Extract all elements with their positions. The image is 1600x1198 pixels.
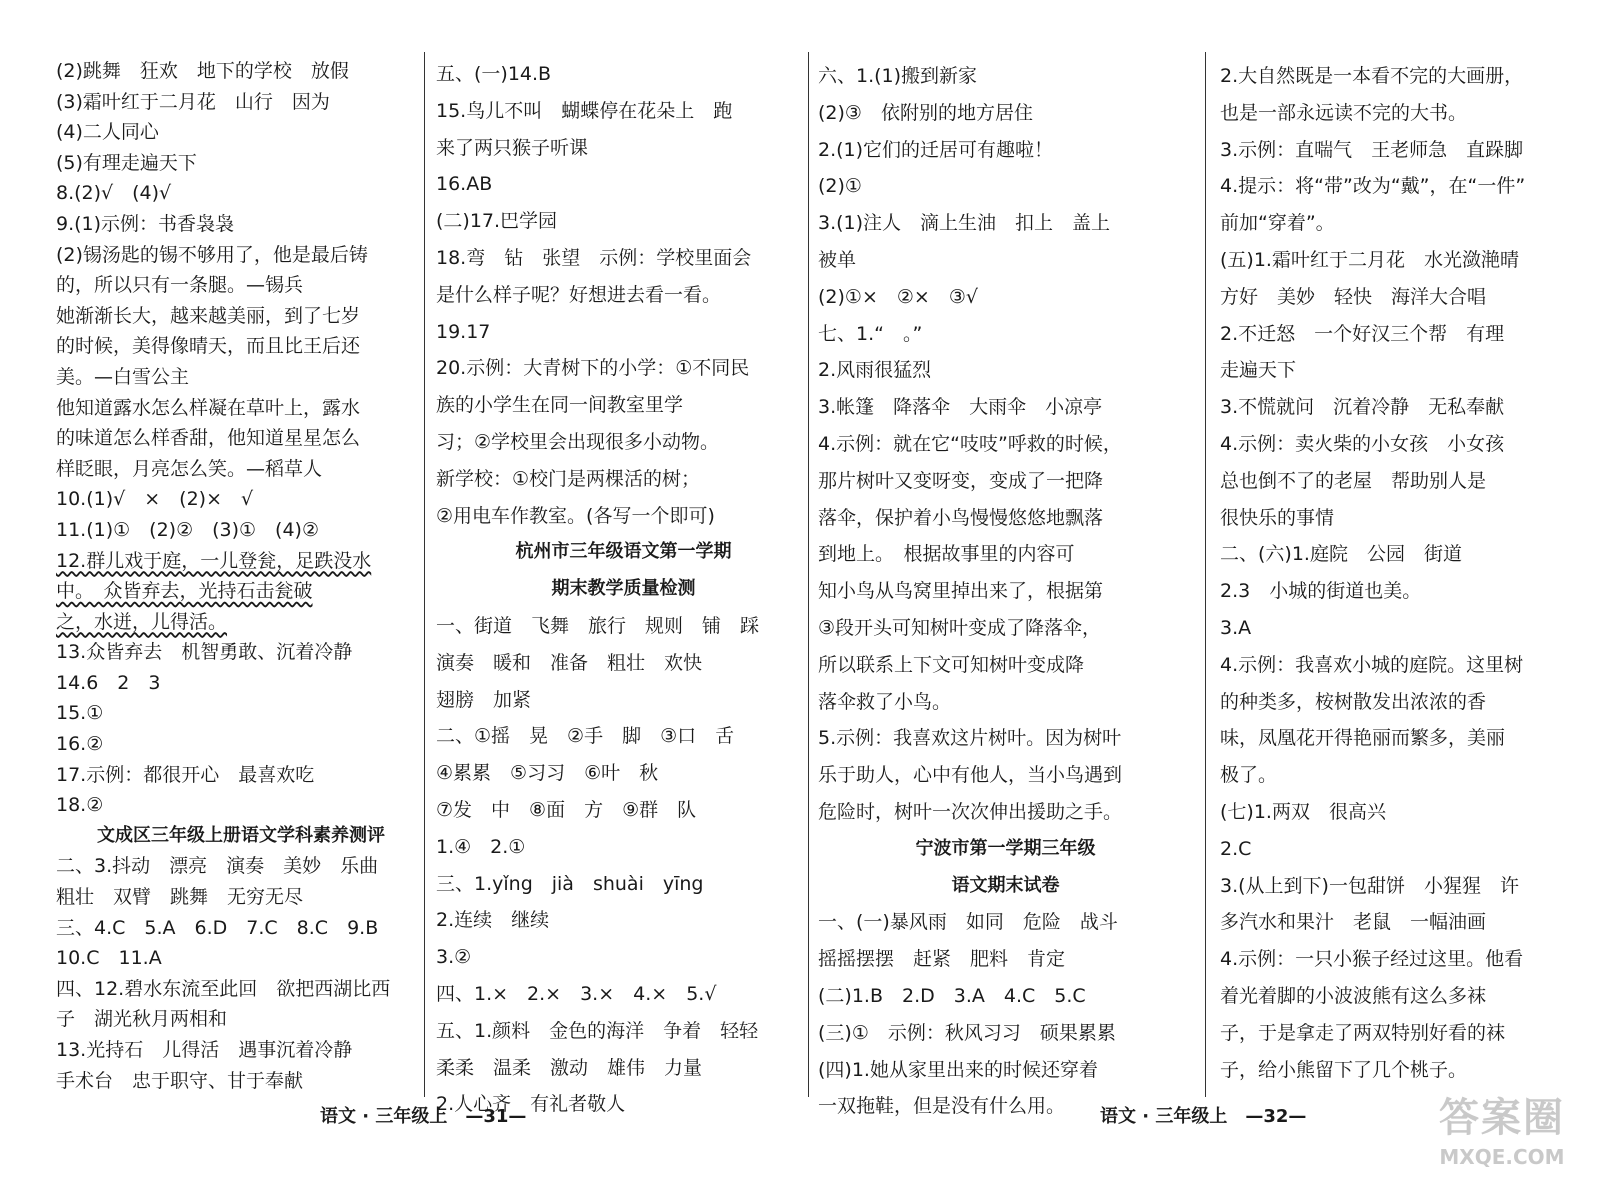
answer-text: 3.② <box>436 946 472 969</box>
answer-text: 来了两只猴子听课 <box>436 136 589 159</box>
answer-text: 前加“穿着”。 <box>1220 212 1335 235</box>
answer-text: 15.鸟儿不叫 蝴蝶停在花朵上 跑 <box>436 99 733 122</box>
answer-text: 杭州市三年级语文第一学期 <box>515 541 732 563</box>
column-2 <box>436 56 811 1123</box>
section-heading <box>56 821 426 852</box>
answer-text: 所以联系上下文可知树叶变成降 <box>818 653 1085 676</box>
answer-line <box>436 939 811 976</box>
answer-text: 3.示例：直喘气 王老师急 直跺脚 <box>1220 138 1524 161</box>
answer-text: (七)1.两双 很高兴 <box>1220 800 1386 823</box>
answer-line <box>1220 647 1550 684</box>
answer-line <box>56 270 426 301</box>
answer-text: 2.人心齐 有礼者敬人 <box>436 1093 626 1116</box>
answer-text: 很快乐的事情 <box>1220 506 1335 529</box>
answer-line <box>56 423 426 454</box>
answer-text: (2)跳舞 狂欢 地下的学校 放假 <box>56 60 349 82</box>
answer-text: (3)霜叶红于二月花 山行 因为 <box>56 90 330 113</box>
answer-line <box>436 130 811 167</box>
answer-line <box>56 1035 426 1066</box>
answer-line <box>818 242 1193 279</box>
answer-text: 摇摇摆摆 赶紧 肥料 肯定 <box>818 948 1066 971</box>
answer-text: 12.群儿戏于庭，一儿登瓮，足跌没水 <box>56 549 372 572</box>
answer-line <box>1220 352 1550 389</box>
answer-text: 11.(1)① (2)② (3)① (4)② <box>56 518 320 541</box>
answer-line <box>436 498 811 535</box>
answer-line <box>436 93 811 130</box>
answer-text: 方好 美妙 轻快 海洋大合唱 <box>1220 285 1487 308</box>
answer-text: 柔柔 温柔 激动 雄伟 力量 <box>436 1056 703 1079</box>
answer-line <box>1220 720 1550 757</box>
answer-text: 那片树叶又变呀变，变成了一把降 <box>818 469 1104 492</box>
section-heading <box>436 571 811 608</box>
answer-line <box>436 902 811 939</box>
answer-text: 的时候，美得像晴天，而且比王后还 <box>56 335 361 358</box>
answer-text: 粗壮 双臂 跳舞 无穷无尽 <box>56 886 304 909</box>
answer-line <box>1220 426 1550 463</box>
answer-line <box>56 668 426 699</box>
answer-text: 2.3 小城的街道也美。 <box>1220 580 1422 603</box>
answer-line <box>1220 794 1550 831</box>
answer-text: 手术台 忠于职守、甘于奉献 <box>56 1069 304 1092</box>
answer-text: 被单 <box>818 248 857 271</box>
answer-text: 2.C <box>1220 837 1252 860</box>
answer-line <box>436 424 811 461</box>
column-divider <box>424 52 425 1097</box>
answer-text: (三)① 示例：秋风习习 硕果累累 <box>818 1021 1116 1044</box>
answer-line <box>56 760 426 791</box>
answer-text: 五、(一)14.B <box>436 63 552 85</box>
answer-text: 他知道露水怎么样凝在草叶上，露水 <box>56 396 361 419</box>
answer-line <box>56 882 426 913</box>
answer-line <box>56 576 426 607</box>
answer-text: 新学校：①校门是两棵活的树； <box>436 467 701 490</box>
answer-line <box>56 943 426 974</box>
answer-text: 子，给小熊留下了几个桃子。 <box>1220 1058 1468 1081</box>
answer-text: 六、1.(1)搬到新家 <box>818 65 978 87</box>
answer-line <box>1220 757 1550 794</box>
page-footer-right: 语文 · 三年级上 —32— <box>1100 1106 1307 1127</box>
answer-line <box>436 645 811 682</box>
answer-text: 语文期末试卷 <box>951 874 1060 896</box>
answer-line <box>818 684 1193 721</box>
answer-line <box>56 240 426 271</box>
answer-text: 极了。 <box>1220 764 1278 787</box>
answer-text: (4)二人同心 <box>56 121 159 144</box>
answer-text: 子 湖光秋月两相和 <box>56 1008 228 1031</box>
answer-line <box>436 866 811 903</box>
answer-line <box>818 132 1193 169</box>
answer-line <box>436 240 811 277</box>
answer-line <box>1220 1015 1550 1052</box>
answer-line <box>1220 831 1550 868</box>
answer-line <box>818 389 1193 426</box>
answer-text: (二)1.B 2.D 3.A 4.C 5.C <box>818 984 1086 1007</box>
answer-line <box>1220 500 1550 537</box>
answer-text: 2.连续 继续 <box>436 909 550 932</box>
answer-line <box>818 978 1193 1015</box>
answer-text: 15.① <box>56 702 104 725</box>
answer-line <box>56 974 426 1005</box>
column-3 <box>818 58 1193 1125</box>
answer-line <box>818 1015 1193 1052</box>
answer-line <box>1220 168 1550 205</box>
answer-text: 4.示例：一只小猴子经过这里。他看 <box>1220 948 1524 971</box>
answer-line <box>56 362 426 393</box>
answer-line <box>1220 868 1550 905</box>
answer-text: 习；②学校里会出现很多小动物。 <box>436 430 720 453</box>
answer-text: 3.(从上到下)一包甜饼 小猩猩 许 <box>1220 874 1519 897</box>
answer-text: ⑦发 中 ⑧面 方 ⑨群 队 <box>436 798 697 821</box>
answer-text: 5.示例：我喜欢这片树叶。因为树叶 <box>818 727 1122 750</box>
answer-text: 演奏 暖和 准备 粗壮 欢快 <box>436 651 703 674</box>
answer-line <box>436 608 811 645</box>
answer-line <box>1220 1052 1550 1089</box>
answer-text: 10.(1)√ × (2)× √ <box>56 488 254 511</box>
answer-text: 样眨眼，月亮怎么笑。—稻草人 <box>56 457 323 480</box>
answer-text: (5)有理走遍天下 <box>56 151 197 174</box>
answer-line <box>436 350 811 387</box>
answer-line <box>818 58 1193 95</box>
answer-text: 二、3.抖动 漂亮 演奏 美妙 乐曲 <box>56 855 379 878</box>
answer-text: 2.(1)它们的迁居可有趣啦！ <box>818 138 1054 161</box>
answer-line <box>56 1066 426 1097</box>
section-heading <box>818 831 1193 868</box>
watermark-logo-text: 答案圈 <box>1439 1095 1565 1141</box>
answer-line <box>1220 205 1550 242</box>
answer-text: 她渐渐长大，越来越美丽，到了七岁 <box>56 304 361 327</box>
answer-line <box>56 546 426 577</box>
answer-text: 文成区三年级上册语文学科素养测评 <box>97 824 385 846</box>
answer-text: 的，所以只有一条腿。—锡兵 <box>56 274 304 297</box>
answer-line <box>56 87 426 118</box>
answer-line <box>56 484 426 515</box>
answer-line <box>818 720 1193 757</box>
answer-line <box>818 536 1193 573</box>
watermark-url: MXQE.COM <box>1439 1145 1565 1169</box>
answer-line <box>1220 978 1550 1015</box>
answer-text: 3.帐篷 降落伞 大雨伞 小凉亭 <box>818 396 1103 419</box>
answer-text: 3.A <box>1220 616 1252 639</box>
answer-line <box>1220 536 1550 573</box>
answer-line <box>436 829 811 866</box>
answer-text: 13.众皆弃去 机智勇敢、沉着冷静 <box>56 641 353 664</box>
answer-text: 美。—白雪公主 <box>56 365 190 388</box>
section-heading <box>818 868 1193 905</box>
answer-line <box>818 463 1193 500</box>
answer-line <box>1220 279 1550 316</box>
answer-line <box>1220 132 1550 169</box>
answer-text: 13.光持石 儿得活 遇事沉着冷静 <box>56 1039 353 1061</box>
answer-line <box>436 682 811 719</box>
answer-text: 族的小学生在同一间教室里学 <box>436 394 684 417</box>
answer-text: 2.风雨很猛烈 <box>818 359 932 382</box>
answer-line <box>436 203 811 240</box>
answer-line <box>436 461 811 498</box>
answer-line <box>56 117 426 148</box>
answer-line <box>1220 242 1550 279</box>
answer-text: 三、4.C 5.A 6.D 7.C 8.C 9.B <box>56 916 379 939</box>
answer-line <box>818 610 1193 647</box>
answer-line <box>818 647 1193 684</box>
answer-line <box>818 500 1193 537</box>
answer-text: 味，凤凰花开得艳丽而繁多，美丽 <box>1220 727 1506 750</box>
answer-text: 危险时，树叶一次次伸出援助之手。 <box>818 800 1123 823</box>
answer-text: (2)③ 依附别的地方居住 <box>818 101 1033 124</box>
answer-text: 16.② <box>56 733 104 756</box>
answer-text: 五、1.颜料 金色的海洋 争着 轻轻 <box>436 1019 759 1042</box>
answer-text: 宁波市第一学期三年级 <box>915 837 1096 859</box>
answer-line <box>818 352 1193 389</box>
column-4 <box>1220 58 1550 1088</box>
answer-line <box>818 205 1193 242</box>
answer-text: 知小鸟从鸟窝里掉出来了，根据第 <box>818 580 1104 603</box>
answer-line <box>818 794 1193 831</box>
answer-line <box>436 718 811 755</box>
answer-text: 落伞，保护着小鸟慢慢悠悠地飘落 <box>818 506 1104 529</box>
answer-line <box>436 166 811 203</box>
answer-text: ②用电车作教室。(各写一个即可) <box>436 504 715 527</box>
answer-line <box>56 148 426 179</box>
page-footer-left: 语文 · 三年级上 —31— <box>320 1106 527 1127</box>
answer-line <box>56 331 426 362</box>
answer-text: 2.大自然既是一本看不完的大画册， <box>1220 65 1524 87</box>
answer-text: 二、(六)1.庭院 公园 街道 <box>1220 543 1462 566</box>
answer-text: 4.示例：我喜欢小城的庭院。这里树 <box>1220 653 1524 676</box>
answer-text: 18.② <box>56 794 104 817</box>
answer-text: (2)①× ②× ③√ <box>818 285 978 308</box>
answer-text: 16.AB <box>436 173 493 196</box>
answer-text: 到地上。 根据故事里的内容可 <box>818 543 1075 566</box>
answer-line <box>1220 58 1550 95</box>
answer-text: 17.示例：都很开心 最喜欢吃 <box>56 763 315 786</box>
answer-text: 之，水迸，儿得活。 <box>56 610 228 633</box>
answer-text: (二)17.巴学园 <box>436 210 558 233</box>
answer-text: 乐于助人，心中有他人，当小鸟遇到 <box>818 764 1123 787</box>
answer-line <box>56 607 426 638</box>
answer-line <box>56 454 426 485</box>
answer-line <box>818 757 1193 794</box>
answer-line <box>56 913 426 944</box>
answer-line <box>436 387 811 424</box>
section-heading <box>436 534 811 571</box>
answer-text: 二、①摇 晃 ②手 脚 ③口 舌 <box>436 725 735 748</box>
answer-line <box>56 301 426 332</box>
column-divider <box>1205 52 1206 1097</box>
answer-text: 落伞救了小鸟。 <box>818 690 952 713</box>
answer-line <box>56 851 426 882</box>
answer-line <box>818 168 1193 205</box>
answer-line <box>56 209 426 240</box>
answer-text: 4.提示：将“带”改为“戴”，在“一件” <box>1220 175 1526 198</box>
answer-text: 走遍天下 <box>1220 359 1297 382</box>
answer-text: 子，于是拿走了两双特别好看的袜 <box>1220 1021 1506 1044</box>
answer-line <box>56 637 426 668</box>
answer-text: (2)锡汤匙的锡不够用了，他是最后铸 <box>56 243 368 266</box>
answer-line <box>1220 316 1550 353</box>
answer-line <box>436 976 811 1013</box>
answer-text: 2.不迁怒 一个好汉三个帮 有理 <box>1220 322 1505 345</box>
answer-line <box>1220 904 1550 941</box>
answer-line <box>56 1004 426 1035</box>
page-divider <box>808 52 809 1097</box>
answer-line <box>56 56 426 87</box>
answer-line <box>436 755 811 792</box>
answer-text: 4.示例：卖火柴的小女孩 小女孩 <box>1220 432 1505 455</box>
answer-line <box>1220 573 1550 610</box>
answer-text: 19.17 <box>436 320 491 343</box>
answer-line <box>436 56 811 93</box>
answer-text: 四、1.× 2.× 3.× 4.× 5.√ <box>436 982 717 1005</box>
answer-line <box>436 314 811 351</box>
answer-line <box>56 178 426 209</box>
answer-line <box>436 1013 811 1050</box>
answer-text: 翅膀 加紧 <box>436 688 532 711</box>
answer-text: 9.(1)示例：书香袅袅 <box>56 212 235 235</box>
answer-text: 14.6 2 3 <box>56 671 161 694</box>
answer-line <box>56 698 426 729</box>
column-1 <box>56 56 426 1096</box>
answer-text: 1.④ 2.① <box>436 835 526 858</box>
answer-text: 四、12.碧水东流至此回 欲把西湖比西 <box>56 977 391 1000</box>
answer-text: 18.弯 钻 张望 示例：学校里面会 <box>436 246 752 269</box>
answer-line <box>1220 463 1550 500</box>
answer-text: 期末教学质量检测 <box>551 578 696 600</box>
answer-text: 七、1.“ 。” <box>818 322 923 345</box>
answer-line <box>818 426 1193 463</box>
watermark-logo <box>1422 1092 1582 1184</box>
answer-text: (四)1.她从家里出来的时候还穿着 <box>818 1058 1098 1081</box>
answer-line <box>818 573 1193 610</box>
answer-line <box>1220 95 1550 132</box>
answer-text: 中。 众皆弃去，光持石击瓮破 <box>56 580 313 603</box>
answer-text: 总也倒不了的老屋 帮助别人是 <box>1220 469 1487 492</box>
answer-text: 一双拖鞋，但是没有什么用。 <box>818 1095 1066 1118</box>
answer-text: 的种类多，桉树散发出浓浓的香 <box>1220 690 1487 713</box>
answer-line <box>1220 684 1550 721</box>
answer-line <box>818 941 1193 978</box>
answer-line <box>1220 389 1550 426</box>
answer-text: (2)① <box>818 175 862 198</box>
answer-text: 4.示例：就在它“吱吱”呼救的时候， <box>818 432 1122 455</box>
answer-line <box>818 316 1193 353</box>
answer-line <box>56 729 426 760</box>
answer-text: 着光着脚的小波波熊有这么多袜 <box>1220 984 1487 1007</box>
answer-line <box>436 792 811 829</box>
answer-text: ③段开头可知树叶变成了降落伞， <box>818 616 1102 639</box>
answer-line <box>818 95 1193 132</box>
answer-line <box>56 393 426 424</box>
answer-text: 多汽水和果汁 老鼠 一幅油画 <box>1220 911 1487 934</box>
answer-text: 3.不慌就问 沉着冷静 无私奉献 <box>1220 396 1505 419</box>
answer-line <box>1220 610 1550 647</box>
answer-text: 三、1.yǐng jià shuài yīng <box>436 872 704 895</box>
answer-text: 8.(2)√ (4)√ <box>56 182 172 205</box>
answer-line <box>56 515 426 546</box>
answer-text: 一、街道 飞舞 旅行 规则 铺 踩 <box>436 614 760 637</box>
answer-line <box>818 1052 1193 1089</box>
answer-text: 10.C 11.A <box>56 947 162 970</box>
answer-line <box>1220 941 1550 978</box>
answer-text: (五)1.霜叶红于二月花 水光潋滟晴 <box>1220 248 1519 271</box>
answer-line <box>436 1050 811 1087</box>
answer-line <box>56 790 426 821</box>
answer-text: 是什么样子呢？好想进去看一看。 <box>436 283 722 306</box>
answer-text: 也是一部永远读不完的大书。 <box>1220 101 1468 124</box>
answer-text: 一、(一)暴风雨 如同 危险 战斗 <box>818 911 1118 934</box>
answer-line <box>818 279 1193 316</box>
answer-line <box>818 904 1193 941</box>
answer-text: ④累累 ⑤习习 ⑥叶 秋 <box>436 762 659 785</box>
answer-text: 20.示例：大青树下的小学：①不同民 <box>436 357 750 380</box>
answer-line <box>436 277 811 314</box>
answer-text: 的味道怎么样香甜，他知道星星怎么 <box>56 427 361 450</box>
answer-text: 3.(1)注人 滴上生油 扣上 盖上 <box>818 212 1111 235</box>
